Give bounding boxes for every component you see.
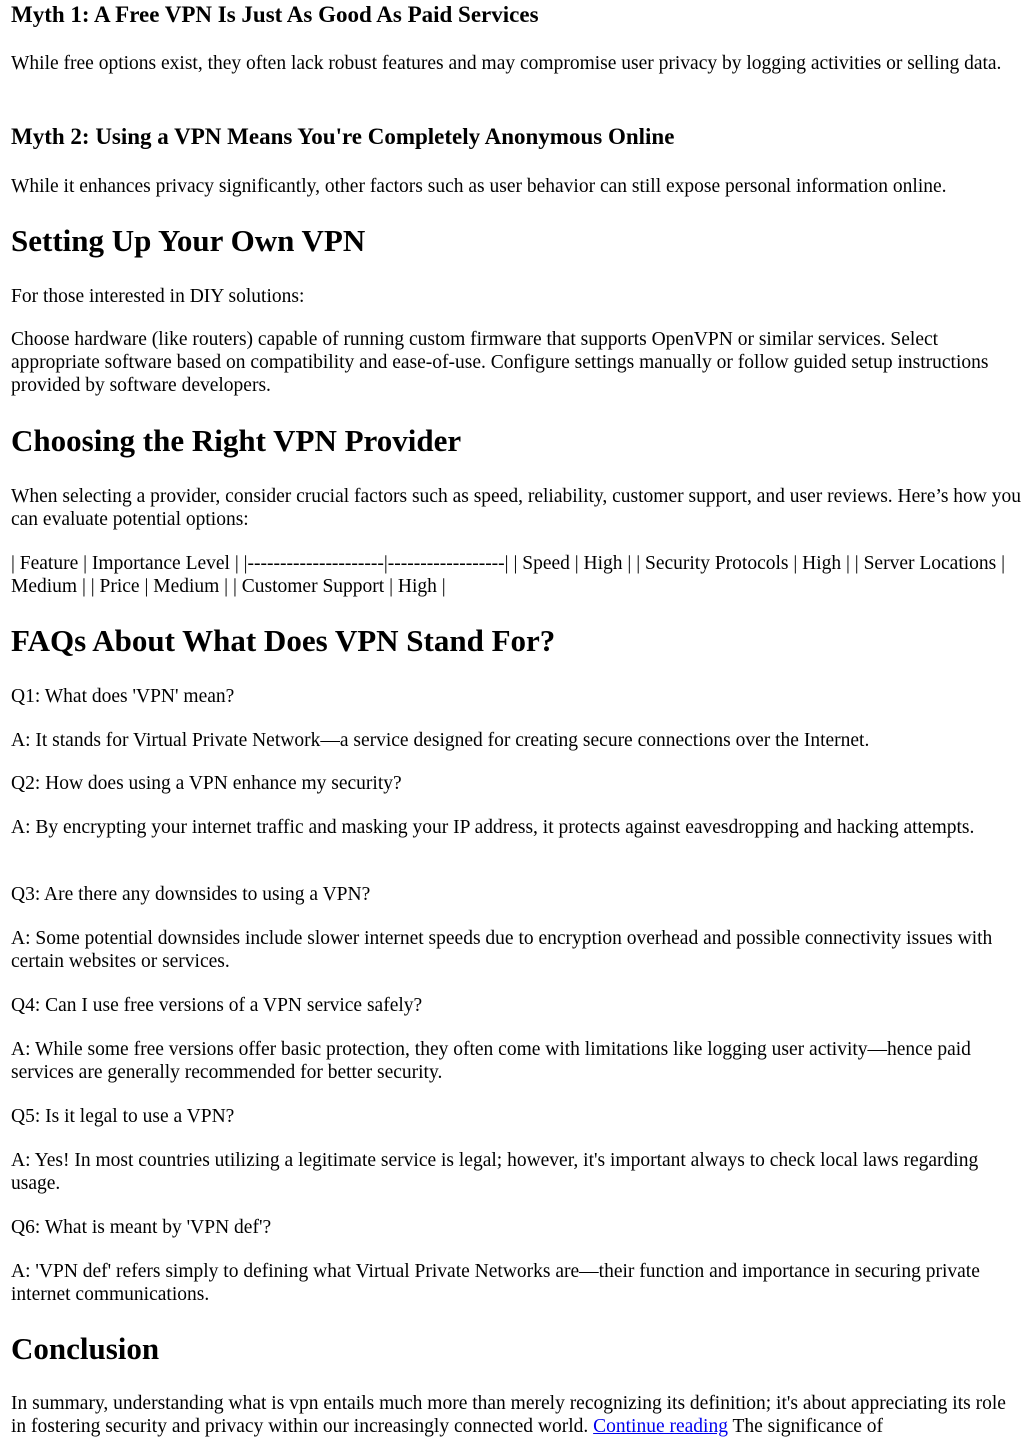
- myth-2-paragraph: While it enhances privacy significantly, other factors such as user behavior can still expose personal information online.: [11, 176, 947, 197]
- setup-intro: For those interested in DIY solutions:: [11, 286, 305, 307]
- faq-question: Q2: How does using a VPN enhance my security?: [11, 773, 402, 794]
- continue-reading-link[interactable]: Continue reading: [593, 1416, 728, 1437]
- myth-2-heading: Myth 2: Using a VPN Means You're Completely Anonymous Online: [11, 124, 675, 149]
- conclusion-text: In summary, understanding what is vpn entails much more than merely recognizing its definition; it's about appreciating its role in fostering security and privacy within our increasingly connected world.: [11, 1393, 1006, 1437]
- faq-question: Q4: Can I use free versions of a VPN service safely?: [11, 995, 423, 1016]
- provider-intro: When selecting a provider, consider crucial factors such as speed, reliability, customer support, and user reviews. Here’s how you can evaluate potential options:: [11, 486, 1022, 530]
- faq-answer: A: Some potential downsides include slower internet speeds due to encryption overhead and possible connectivity issues with certain websites or services.: [11, 928, 993, 972]
- faq-question: Q5: Is it legal to use a VPN?: [11, 1106, 235, 1127]
- conclusion-text-tail: The significance of: [727, 1416, 884, 1437]
- provider-table-text: | Feature | Importance Level | |---------------------|------------------| | Speed | High | | Security Protocols | High | | Server Locations | Medium | | Price | Medium | | Customer Support | High |: [11, 553, 1006, 597]
- conclusion-paragraph: [11, 1392, 1021, 1438]
- faq-heading: FAQs About What Does VPN Stand For?: [11, 623, 556, 658]
- setup-heading: Setting Up Your Own VPN: [11, 223, 366, 258]
- myth-1-paragraph: While free options exist, they often lack robust features and may compromise user privacy by logging activities or selling data.: [11, 53, 1002, 74]
- faq-answer: A: 'VPN def' refers simply to defining what Virtual Private Networks are—their function and importance in securing private internet communications.: [11, 1261, 980, 1305]
- faq-question: Q6: What is meant by 'VPN def'?: [11, 1217, 272, 1238]
- faq-answer: A: By encrypting your internet traffic and masking your IP address, it protects against eavesdropping and hacking attempts.: [11, 817, 975, 838]
- faq-answer: A: It stands for Virtual Private Network—a service designed for creating secure connections over the Internet.: [11, 730, 870, 751]
- conclusion-heading: Conclusion: [11, 1331, 160, 1366]
- provider-heading: Choosing the Right VPN Provider: [11, 423, 462, 458]
- faq-answer: A: Yes! In most countries utilizing a legitimate service is legal; however, it's important always to check local laws regarding usage.: [11, 1150, 979, 1194]
- faq-question: Q3: Are there any downsides to using a VPN?: [11, 884, 371, 905]
- setup-paragraph: Choose hardware (like routers) capable of running custom firmware that supports OpenVPN or similar services. Select appropriate software based on compatibility and ease-of-use. Configure settings manually or follow guided setup instructions provided by software developers.: [11, 329, 989, 396]
- faq-answer: A: While some free versions offer basic protection, they often come with limitations like logging user activity—hence paid services are generally recommended for better security.: [11, 1039, 971, 1083]
- myth-1-heading: Myth 1: A Free VPN Is Just As Good As Paid Services: [11, 2, 539, 27]
- faq-question: Q1: What does 'VPN' mean?: [11, 686, 235, 707]
